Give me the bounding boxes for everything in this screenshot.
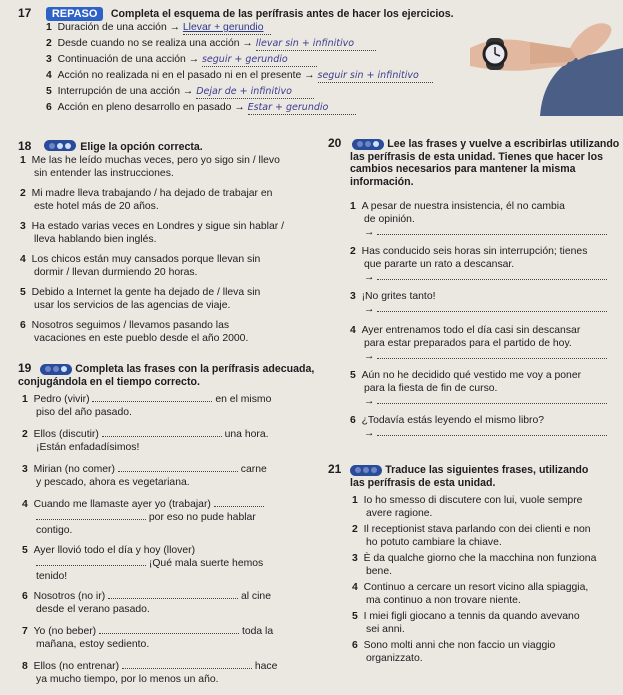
answer-blank[interactable] bbox=[102, 436, 222, 437]
answer-text[interactable]: llevar sin + infinitivo bbox=[256, 37, 376, 51]
answer-blank[interactable] bbox=[108, 598, 238, 599]
exercise-17-list bbox=[46, 21, 466, 117]
answer-blank[interactable] bbox=[122, 668, 252, 669]
list-item: 6 Sono molti anni che non faccio un viaggio organizzato. bbox=[352, 640, 556, 664]
exercise-19-list bbox=[22, 393, 312, 695]
list-item: 3 Mirian (no comer) carne y pescado, ahora es vegetariana. bbox=[22, 464, 267, 488]
list-item: 1 Duración de una acción → Llevar + gerundio bbox=[46, 21, 466, 37]
exercise-title: Completa el esquema de las perífrasis antes de hacer los ejercicios. bbox=[110, 8, 454, 20]
answer-blank[interactable] bbox=[118, 471, 238, 472]
list-item: 2 Has conducido seis horas sin interrupción; tienes que pararte un rato a descansar. → bbox=[350, 245, 618, 290]
exercise-20-list bbox=[350, 200, 618, 444]
answer-line[interactable] bbox=[377, 234, 607, 235]
exercise-21-header: 21 Traduce las siguientes frases, utilizando las perífrasis de esta unidad. bbox=[328, 462, 589, 489]
list-item: 2 Il receptionist stava parlando con dei clienti e non ho potuto cambiare la chiave. bbox=[352, 524, 591, 548]
exercise-21-list bbox=[352, 494, 620, 668]
answer-blank[interactable] bbox=[214, 506, 264, 507]
list-item: 1 A pesar de nuestra insistencia, él no cambia de opinión. → bbox=[350, 200, 618, 245]
difficulty-dots bbox=[350, 465, 382, 476]
answer-line[interactable] bbox=[377, 311, 607, 312]
list-item: 7 Yo (no beber) toda la mañana, estoy sediento. bbox=[22, 626, 274, 650]
list-item: 5 Interrupción de una acción → Dejar de + infinitivo bbox=[46, 85, 466, 101]
list-item: 2 Mi madre lleva trabajando / ha dejado de trabajar en este hotel más de 20 años. bbox=[20, 188, 273, 212]
answer-text[interactable]: Llevar + gerundio bbox=[183, 21, 271, 35]
list-item: 1 Me las he leído muchas veces, pero yo sigo sin / llevo sin entender las instrucciones. bbox=[20, 155, 280, 179]
list-item: 6 ¿Todavía estás leyendo el mismo libro? → bbox=[350, 414, 618, 444]
list-item: 5 Ayer llovió todo el día y hoy (llover) ¡Qué mala suerte hemos tenido! bbox=[22, 545, 264, 582]
list-item: 4 Acción no realizada ni en el pasado ni en el presente → seguir sin + infinitivo bbox=[46, 69, 466, 85]
list-item: 5 Aún no he decidido qué vestido me voy a poner para la fiesta de fin de curso. → bbox=[350, 369, 618, 414]
list-item: 4 Continuo a cercare un resort vicino alla spiaggia, ma continuo a non trovare niente. bbox=[352, 582, 589, 606]
difficulty-dots bbox=[352, 139, 384, 150]
watch-hand-illustration bbox=[470, 8, 623, 116]
answer-line[interactable] bbox=[377, 279, 607, 280]
list-item: 2 Ellos (discutir) una hora. ¡Están enfadadísimos! bbox=[22, 429, 269, 453]
exercise-18-list bbox=[20, 154, 310, 352]
list-item: 4 Los chicos están muy cansados porque llevan sin dormir / llevan durmiendo 20 horas. bbox=[20, 254, 261, 278]
answer-blank[interactable] bbox=[92, 401, 212, 402]
list-item: 1 Pedro (vivir) en el mismo piso del año pasado. bbox=[22, 394, 272, 418]
list-item: 3 ¡No grites tanto! → bbox=[350, 290, 618, 324]
answer-text[interactable]: seguir sin + infinitivo bbox=[318, 69, 433, 83]
answer-text[interactable]: seguir + gerundio bbox=[202, 53, 317, 67]
list-item: 4 Ayer entrenamos todo el día casi sin descansar para estar preparados para el partido de hoy. → bbox=[350, 324, 618, 369]
repaso-badge: REPASO bbox=[46, 7, 104, 21]
exercise-17-header bbox=[18, 4, 478, 22]
answer-blank[interactable] bbox=[99, 633, 239, 634]
exercise-18-header: 18 Elige la opción correcta. bbox=[18, 139, 203, 153]
list-item: 3 Continuación de una acción → seguir + gerundio bbox=[46, 53, 466, 69]
answer-text[interactable]: Estar + gerundio bbox=[248, 101, 356, 115]
list-item: 6 Nosotros seguimos / llevamos pasando las vacaciones en este pueblo desde el año 2000. bbox=[20, 320, 249, 344]
list-item: 5 I miei figli giocano a tennis da quando avevano sei anni. bbox=[352, 611, 580, 635]
list-item: 6 Nosotros (no ir) al cine desde el verano pasado. bbox=[22, 591, 271, 615]
exercise-19-header: 19 Completa las frases con la perífrasis adecuada, conjugándola en el tiempo correcto. bbox=[18, 361, 315, 388]
list-item: 4 Cuando me llamaste ayer yo (trabajar) por eso no pude hablar contigo. bbox=[22, 498, 312, 544]
answer-blank[interactable] bbox=[36, 565, 146, 566]
answer-line[interactable] bbox=[377, 358, 607, 359]
difficulty-dots bbox=[40, 364, 72, 375]
list-item: 2 Desde cuando no se realiza una acción → llevar sin + infinitivo bbox=[46, 37, 466, 53]
difficulty-dots bbox=[44, 140, 76, 151]
answer-blank[interactable] bbox=[36, 519, 146, 520]
list-item: 5 Debido a Internet la gente ha dejado de / lleva sin usar los servicios de las agencias de viaje. bbox=[20, 287, 261, 311]
exercise-number: 17 bbox=[18, 6, 32, 20]
list-item: 1 Io ho smesso di discutere con lui, vuole sempre avere ragione. bbox=[352, 495, 583, 519]
list-item: 6 Acción en pleno desarrollo en pasado → Estar + gerundio bbox=[46, 101, 466, 117]
answer-text[interactable]: Dejar de + infinitivo bbox=[196, 85, 314, 99]
exercise-title: Elige la opción correcta. bbox=[80, 141, 203, 153]
exercise-20-header: 20 Lee las frases y vuelve a escribirlas utilizando las perífrasis de esta unidad. Tienes que hacer los cambios necesarios para mantener la misma información. bbox=[328, 136, 620, 188]
answer-line[interactable] bbox=[377, 435, 607, 436]
list-item: 8 Ellos (no entrenar) hace ya mucho tiempo, por lo menos un año. bbox=[22, 661, 278, 685]
answer-line[interactable] bbox=[377, 403, 607, 404]
list-item: 3 Ha estado varias veces en Londres y sigue sin hablar / lleva hablando bien inglés. bbox=[20, 221, 284, 245]
list-item: 3 È da qualche giorno che la macchina non funziona bene. bbox=[352, 553, 597, 577]
